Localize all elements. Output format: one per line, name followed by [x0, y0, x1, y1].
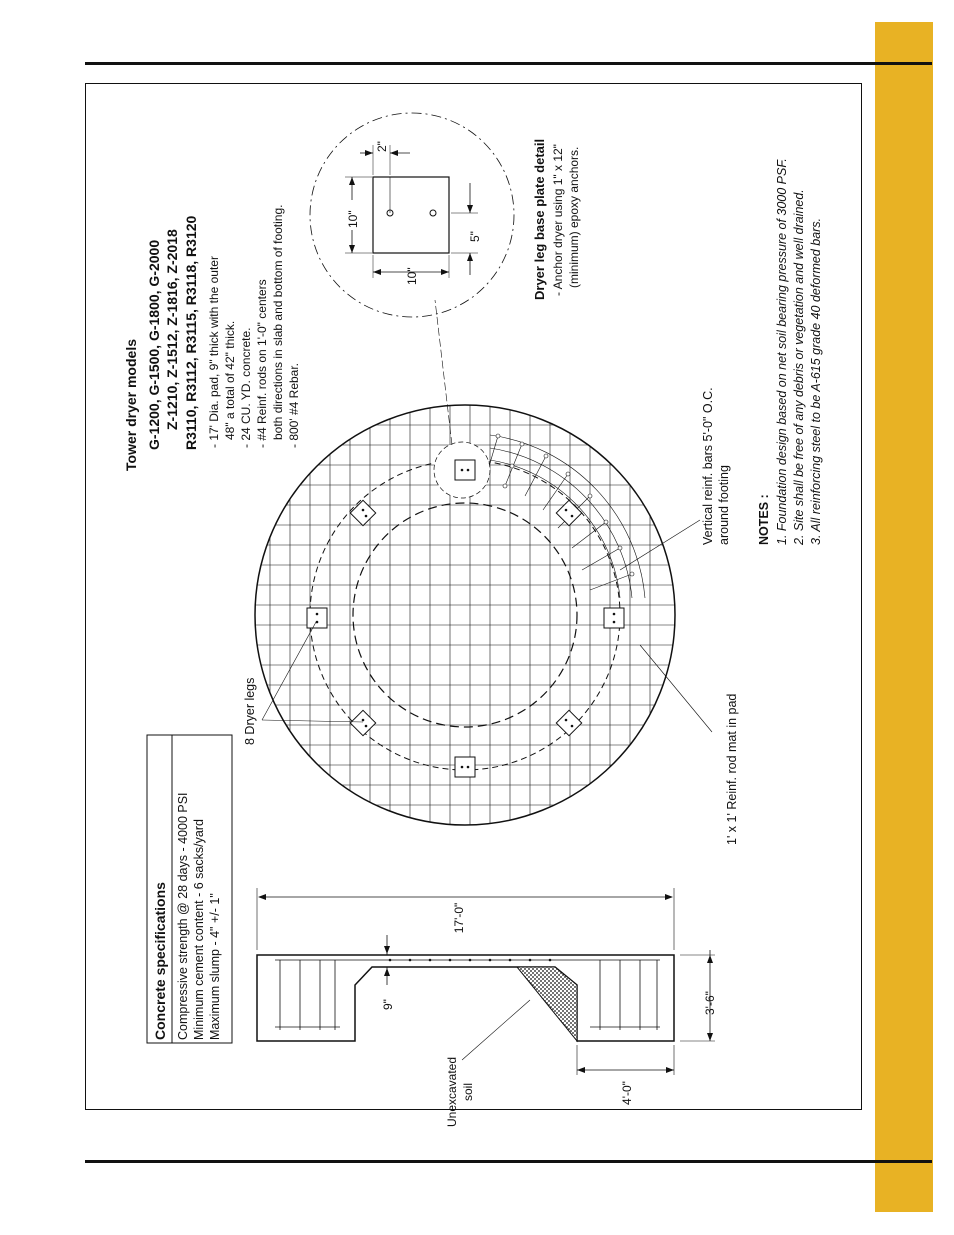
dryer-leg	[455, 460, 475, 480]
plan-view	[243, 300, 739, 845]
concrete-spec-line: Minimum cement content - 6 sacks/yard	[192, 819, 206, 1040]
models-spec: 48" a total of 42" thick.	[223, 320, 237, 440]
notes-title: NOTES :	[757, 494, 771, 545]
section-view	[257, 888, 717, 1127]
base-plate	[373, 177, 449, 253]
dryer-leg	[604, 608, 624, 628]
dryer-leg	[350, 710, 375, 735]
rebar-mat-label: 1' x 1' Reinf. rod mat in pad	[725, 693, 739, 845]
dryer-leg	[350, 500, 375, 525]
anchor-hole	[430, 210, 436, 216]
section-depth-dim: 4'-0"	[620, 1081, 634, 1105]
soil-label-line2: soil	[461, 1082, 475, 1102]
models-title: Tower dryer models	[123, 338, 139, 472]
tower-dryer-models	[123, 205, 301, 471]
vertical-reinf-label-line2: around footing	[717, 465, 731, 545]
models-line: G-1200, G-1500, G-1800, G-2000	[146, 239, 162, 450]
models-spec: - 800' #4 Rebar.	[287, 362, 301, 448]
inner-footing-circle	[353, 503, 577, 727]
plate-detail-desc: - Anchor dryer using 1" x 12"	[551, 144, 565, 296]
dryer-leg	[307, 608, 327, 628]
models-line: R3110, R3112, R3115, R3118, R3120	[183, 215, 199, 450]
section-thickness-dim: 9"	[381, 999, 395, 1010]
note-item: 2. Site shall be free of any debris or vegetation and well drained.	[792, 189, 806, 545]
dryer-leg	[556, 710, 581, 735]
plate-detail-desc: (minimum) epoxy anchors.	[567, 146, 581, 288]
models-spec: both directions in slab and bottom of footing.	[271, 204, 285, 440]
note-item: 1. Foundation design based on net soil bearing pressure of 3000 PSF.	[775, 158, 789, 545]
concrete-spec-table	[147, 735, 232, 1043]
models-spec: - 17' Dia. pad, 9" thick with the outer	[207, 256, 221, 448]
models-line: Z-1210, Z-1512, Z-1816, Z-2018	[164, 229, 180, 430]
concrete-spec-title: Concrete specifications	[152, 882, 168, 1040]
base-plate-detail	[310, 113, 581, 317]
dryer-legs-label: 8 Dryer legs	[243, 677, 257, 745]
concrete-spec-line: Compressive strength @ 28 days - 4000 PSI	[176, 792, 190, 1040]
plate-dim-top: 2"	[375, 141, 389, 152]
models-spec: - 24 CU. YD. concrete.	[239, 327, 253, 448]
soil-label-line1: Unexcavated	[445, 1056, 459, 1128]
note-item: 3. All reinforcing steel to be A-615 grade 40 deformed bars.	[809, 217, 823, 545]
dryer-leg	[556, 500, 581, 525]
notes	[757, 158, 823, 546]
vertical-reinf-label-line1: Vertical reinf. bars 5'-0" O.C.	[701, 387, 715, 545]
plate-detail-title: Dryer leg base plate detail	[532, 138, 547, 300]
dryer-leg	[455, 757, 475, 777]
section-width-dim: 17'-0"	[452, 902, 466, 934]
plate-dim-left: 10"	[346, 210, 360, 228]
section-outer-dim: 3'-6"	[703, 991, 717, 1015]
plate-dim-right: 5"	[468, 231, 482, 242]
concrete-spec-line: Maximum slump - 4" +/- 1"	[208, 893, 222, 1040]
models-spec: - #4 Reinf. rods on 1'-0" centers	[255, 279, 269, 448]
plate-dim-bottom: 10"	[405, 267, 419, 285]
